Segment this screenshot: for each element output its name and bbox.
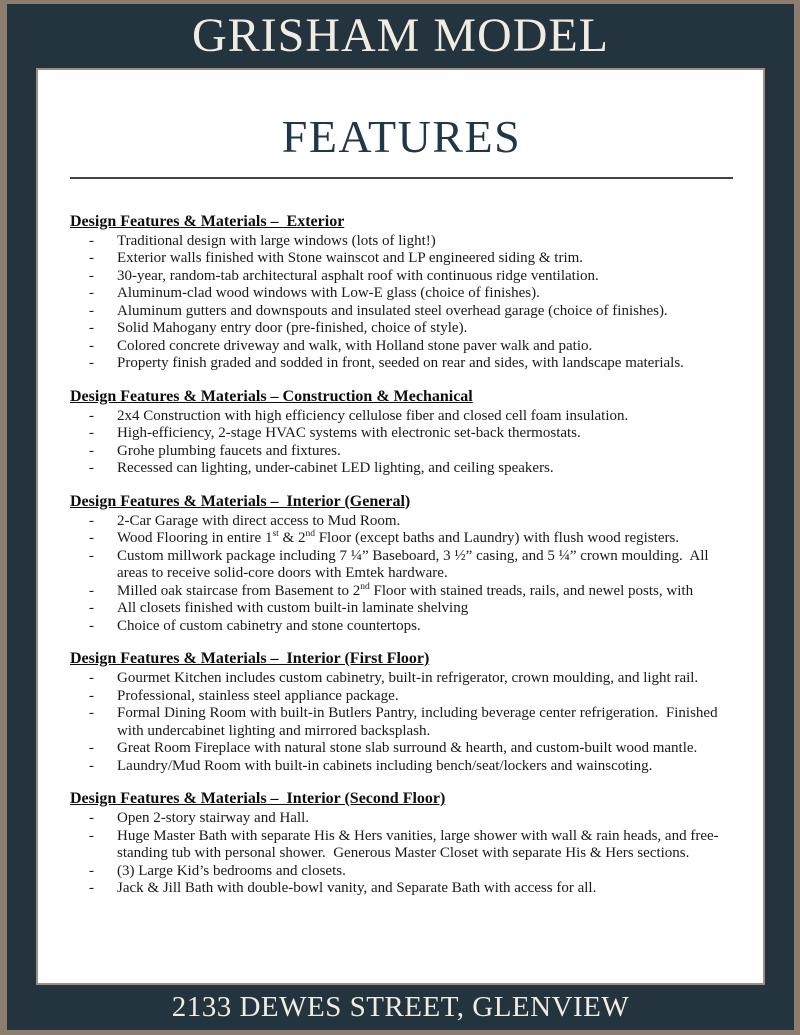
feature-list	[70, 233, 733, 373]
list-item: - Formal Dining Room with built-in Butlers Pantry, including beverage center refrigeration. Finished with undercabinet lighting and mirrored backsplash.	[89, 705, 722, 739]
list-item: - Exterior walls finished with Stone wainscot and LP engineered siding & trim.	[89, 250, 584, 267]
section	[70, 493, 733, 636]
dash-bullet: -	[89, 460, 94, 477]
dash-bullet: -	[89, 267, 94, 284]
list-item: - Gourmet Kitchen includes custom cabinetry, built-in refrigerator, crown moulding, and light rail.	[89, 670, 699, 687]
dash-bullet: -	[89, 670, 94, 687]
list-item: - 2x4 Construction with high efficiency cellulose fiber and closed cell foam insulation.	[89, 407, 629, 424]
list-item: - Solid Mahogany entry door (pre-finished, choice of style).	[89, 320, 468, 337]
list-item: - High-efficiency, 2-stage HVAC systems with electronic set-back thermostats.	[89, 425, 581, 442]
ordinal-superscript: nd	[360, 581, 370, 592]
section-heading: Design Features & Materials – Exterior	[70, 212, 345, 230]
ordinal-superscript: st	[272, 529, 279, 540]
section-heading: Design Features & Materials – Interior (Second Floor)	[70, 790, 446, 808]
footer-address: 2133 DEWES STREET, GLENVIEW	[171, 991, 630, 1023]
list-item: - Professional, stainless steel appliance package.	[89, 687, 399, 704]
list-item: - Milled oak staircase from Basement to 2nd Floor with stained treads, rails, and newel posts, with	[89, 581, 694, 599]
list-item: - Open 2-story stairway and Hall.	[89, 810, 310, 827]
section-heading: Design Features & Materials – Construction & Mechanical	[70, 387, 473, 405]
dash-bullet: -	[89, 600, 94, 617]
list-item: - 2-Car Garage with direct access to Mud Room.	[89, 512, 401, 529]
section	[70, 213, 733, 373]
list-item: - Aluminum gutters and downspouts and insulated steel overhead garage (choice of finishes).	[89, 302, 668, 319]
list-item: - Traditional design with large windows (lots of light!)	[89, 232, 436, 249]
page-title: FEATURES	[281, 111, 522, 162]
dash-bullet: -	[89, 425, 94, 442]
dash-bullet: -	[89, 302, 94, 319]
list-item: - Choice of custom cabinetry and stone countertops.	[89, 617, 421, 634]
dash-bullet: -	[89, 337, 94, 354]
section	[70, 650, 733, 775]
list-item: - Property finish graded and sodded in front, seeded on rear and sides, with landscape materials.	[89, 355, 684, 372]
feature-list	[70, 670, 733, 775]
inner-frame	[7, 4, 794, 1030]
dash-bullet: -	[89, 547, 94, 564]
feature-list	[70, 810, 733, 898]
list-item: - Laundry/Mud Room with built-in cabinets including bench/seat/lockers and wainscoting.	[89, 757, 653, 774]
section-heading: Design Features & Materials – Interior (First Floor)	[70, 650, 430, 668]
list-item: - Wood Flooring in entire 1st & 2nd Floor (except baths and Laundry) with flush wood registers.	[89, 529, 680, 547]
dash-bullet: -	[89, 442, 94, 459]
feature-list	[70, 408, 733, 478]
title-divider	[70, 177, 733, 179]
list-item: - Custom millwork package including 7 ¼” Baseboard, 3 ½” casing, and 5 ¼” crown moulding. All areas to receive solid-core doors with Emtek hardware.	[89, 547, 713, 582]
dash-bullet: -	[89, 687, 94, 704]
section	[70, 790, 733, 898]
dash-bullet: -	[89, 880, 94, 897]
dash-bullet: -	[89, 285, 94, 302]
list-item: - Colored concrete driveway and walk, with Holland stone paver walk and patio.	[89, 337, 593, 354]
dash-bullet: -	[89, 512, 94, 529]
dash-bullet: -	[89, 407, 94, 424]
ordinal-superscript: nd	[305, 529, 315, 540]
section	[70, 388, 733, 478]
list-item: - Aluminum-clad wood windows with Low-E glass (choice of finishes).	[89, 285, 540, 302]
dash-bullet: -	[89, 355, 94, 372]
dash-bullet: -	[89, 232, 94, 249]
list-item: - Huge Master Bath with separate His & Hers vanities, large shower with wall & rain heads, and free-standing tub with personal shower. Generous Master Closet with separate His & Hers sections.	[89, 827, 719, 862]
section-heading: Design Features & Materials – Interior (General)	[70, 492, 411, 510]
dash-bullet: -	[89, 810, 94, 827]
header-band	[7, 4, 794, 68]
footer-band	[7, 985, 794, 1030]
header-title: GRISHAM MODEL	[191, 9, 609, 62]
list-item: - All closets finished with custom built-in laminate shelving	[89, 600, 469, 617]
dash-bullet: -	[89, 320, 94, 337]
list-item: - Great Room Fireplace with natural stone slab surround & hearth, and custom-built wood mantle.	[89, 740, 698, 757]
list-item: - 30-year, random-tab architectural asphalt roof with continuous ridge ventilation.	[89, 267, 599, 284]
page	[36, 68, 765, 985]
dash-bullet: -	[89, 705, 94, 722]
dash-bullet: -	[89, 757, 94, 774]
dash-bullet: -	[89, 250, 94, 267]
list-item: - (3) Large Kid’s bedrooms and closets.	[89, 862, 346, 879]
dash-bullet: -	[89, 530, 94, 547]
list-item: - Grohe plumbing faucets and fixtures.	[89, 442, 341, 459]
list-item: - Jack & Jill Bath with double-bowl vanity, and Separate Bath with access for all.	[89, 880, 597, 897]
sections-container	[70, 213, 733, 898]
dash-bullet: -	[89, 582, 94, 599]
dash-bullet: -	[89, 827, 94, 844]
dash-bullet: -	[89, 862, 94, 879]
dash-bullet: -	[89, 740, 94, 757]
list-item: - Recessed can lighting, under-cabinet LED lighting, and ceiling speakers.	[89, 460, 554, 477]
feature-list	[70, 513, 733, 636]
dash-bullet: -	[89, 617, 94, 634]
